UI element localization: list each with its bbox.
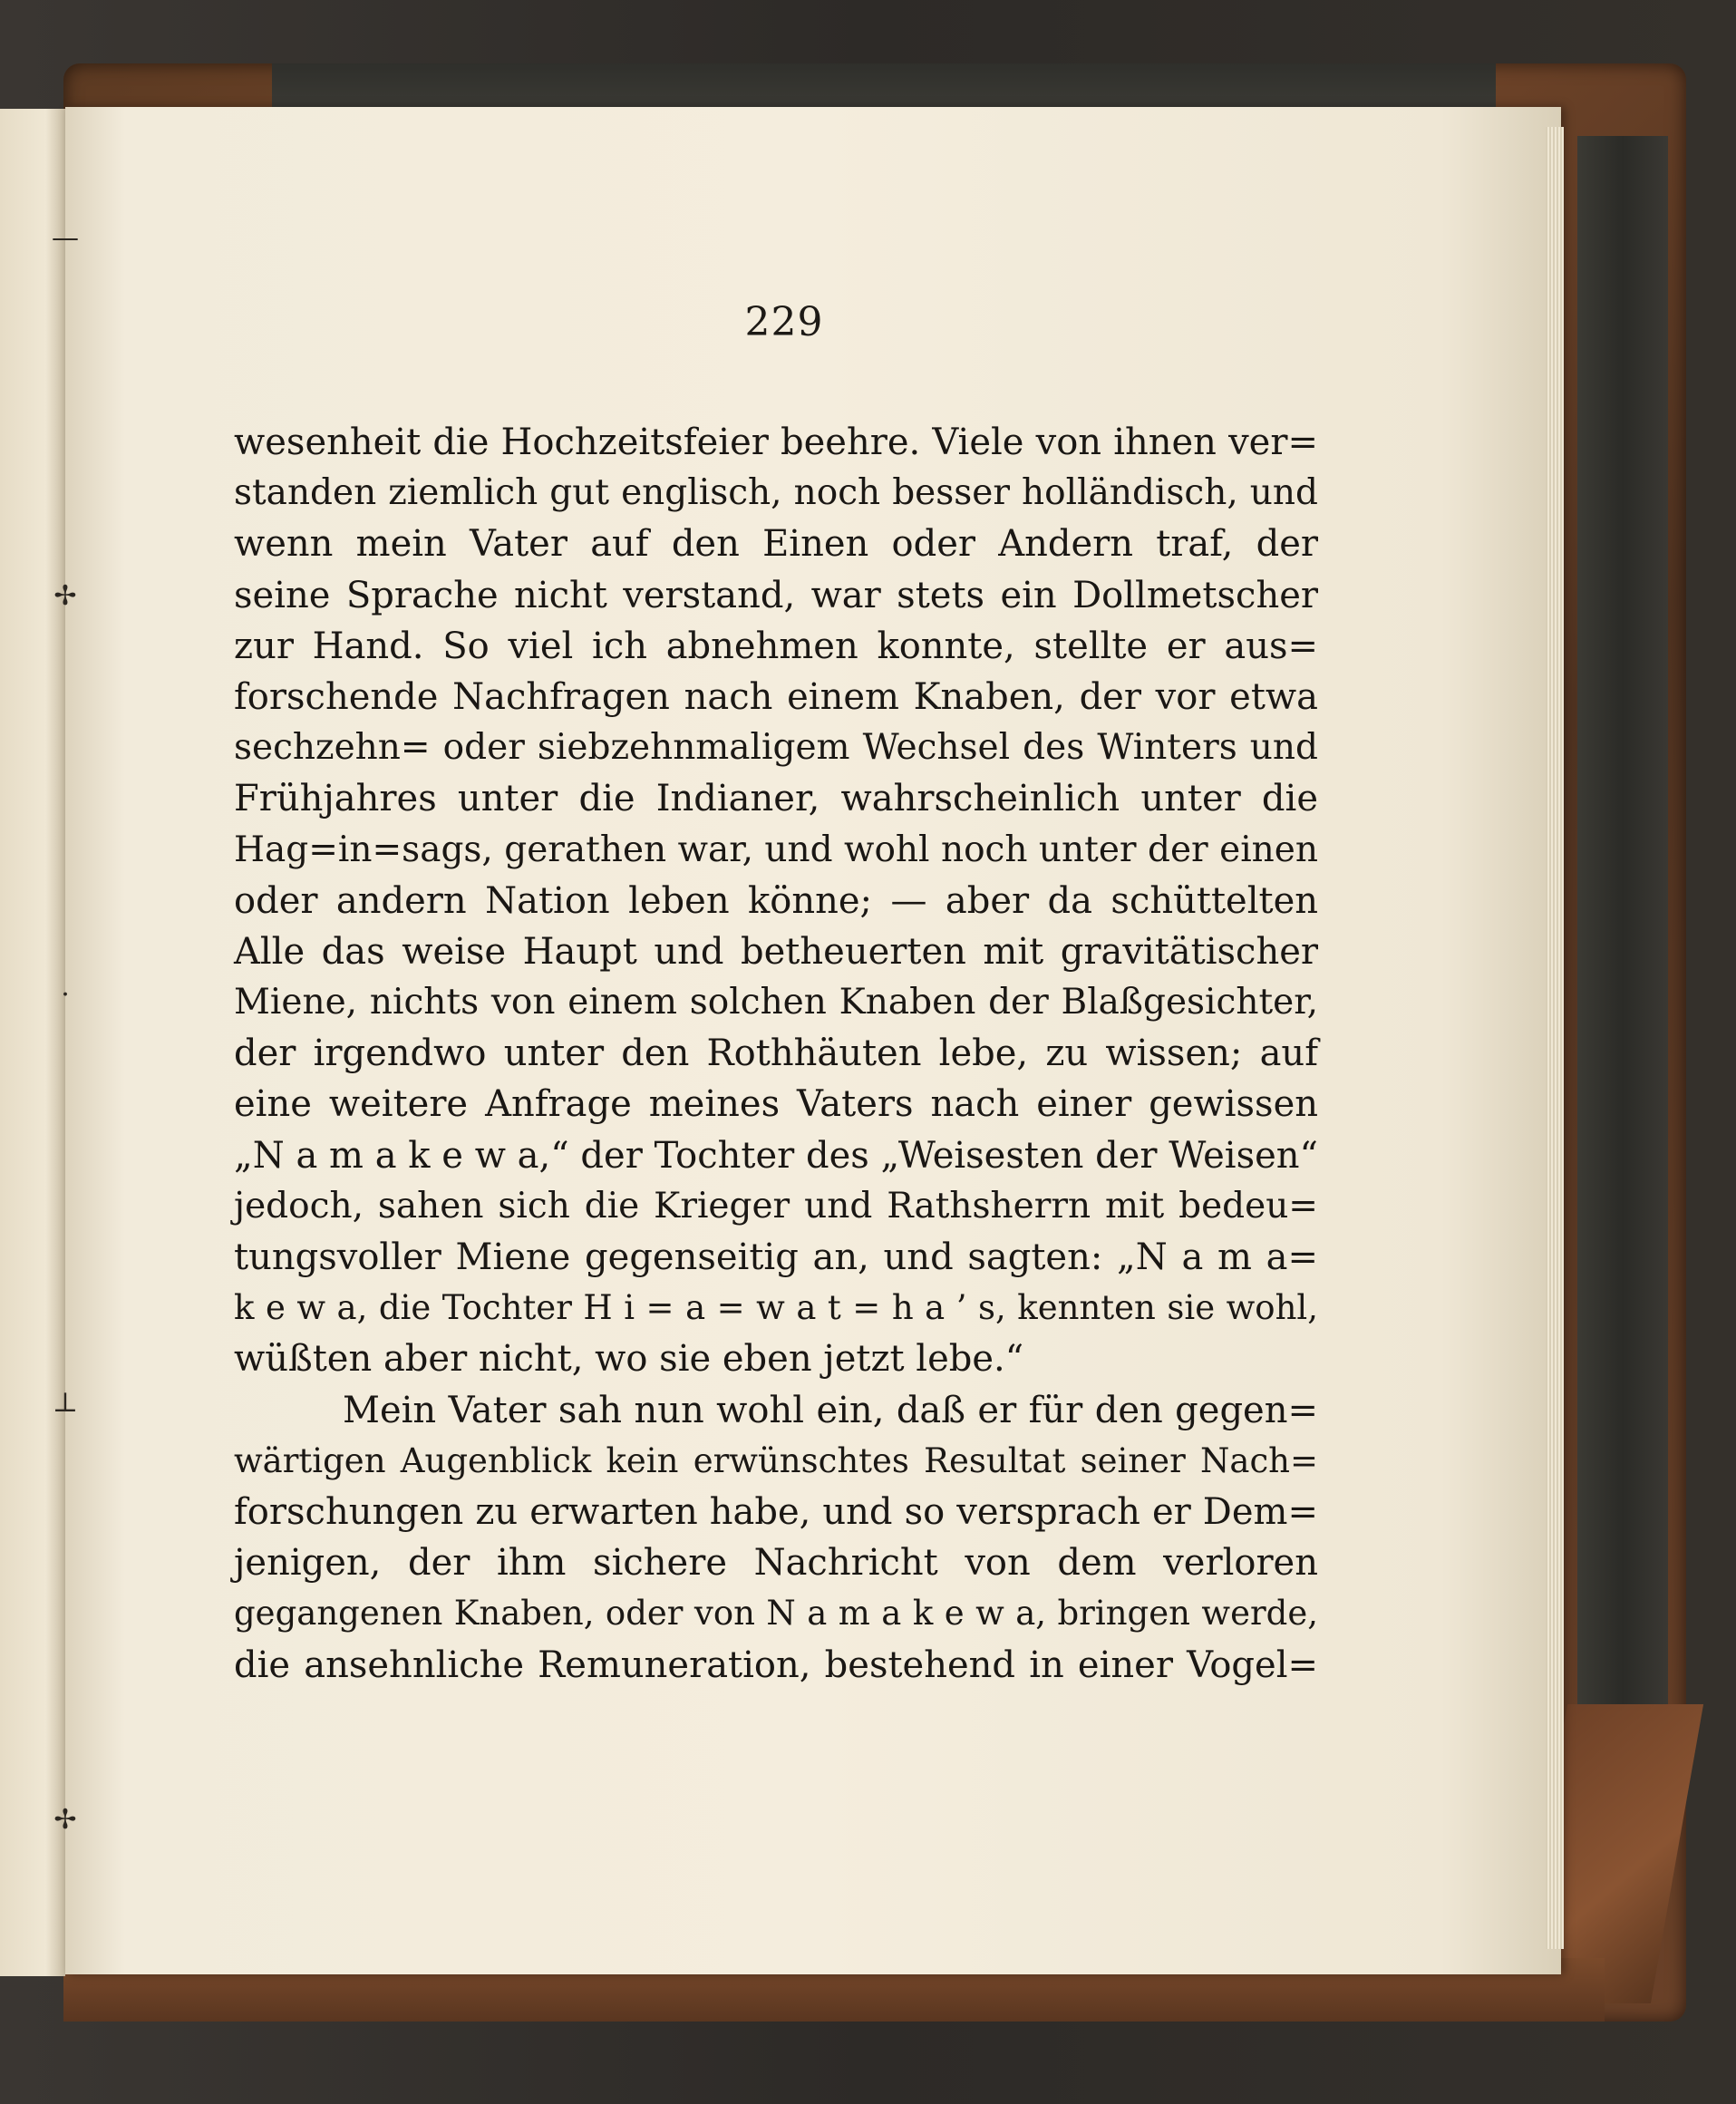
stitch-mark-icon: ✢: [53, 1804, 77, 1836]
text-line: zur Hand. So viel ich abnehmen konnte, stellte er aus=: [234, 625, 1318, 667]
stitch-mark-icon: —: [52, 222, 79, 254]
text-line: seine Sprache nicht verstand, war stets ein Dollmetscher: [234, 574, 1318, 616]
text-line: tungsvoller Miene gegenseitig an, und sagten: „N a m a=: [234, 1236, 1318, 1278]
text-line: „N a m a k e w a,“ der Tochter des „Weisesten der Weisen“: [234, 1134, 1318, 1177]
text-line: jenigen, der ihm sichere Nachricht von dem verloren: [234, 1542, 1318, 1585]
text-line: standen ziemlich gut englisch, noch besser holländisch, und: [234, 472, 1318, 514]
page-number: 229: [744, 299, 824, 345]
text-line: Frühjahres unter die Indianer, wahrscheinlich unter die: [234, 778, 1318, 820]
text-line: eine weitere Anfrage meines Vaters nach einer gewissen: [234, 1083, 1318, 1126]
text-line: wärtigen Augenblick kein erwünschtes Resultat seiner Nach=: [234, 1440, 1318, 1480]
stitch-mark-icon: ⊥: [52, 1387, 79, 1419]
text-line: forschende Nachfragen nach einem Knaben, der vor etwa: [234, 675, 1318, 718]
text-line: jedoch, sahen sich die Krieger und Rathsherrn mit bedeu=: [234, 1185, 1318, 1227]
facing-page-edge: [0, 109, 65, 1976]
text-line: wenn mein Vater auf den Einen oder Andern traf, der: [234, 523, 1318, 566]
cover-right-edge: [1577, 136, 1668, 1795]
text-line: sechzehn= oder siebzehnmaligem Wechsel des Winters und: [234, 727, 1318, 769]
page-stack-edge: [1546, 127, 1564, 1949]
text-line: die ansehnliche Remuneration, bestehend in einer Vogel=: [234, 1643, 1318, 1686]
body-text: [234, 417, 1318, 1691]
text-line: Hag=in=sags, gerathen war, und wohl noch unter der einen: [234, 829, 1318, 870]
text-line: wüßten aber nicht, wo sie eben jetzt lebe.“: [234, 1338, 1024, 1381]
stitch-mark-icon: ✢: [53, 580, 77, 612]
text-line: Alle das weise Haupt und betheuerten mit gravitätischer: [234, 930, 1318, 973]
text-line: gegangenen Knaben, oder von N a m a k e w a, bringen werde,: [234, 1594, 1318, 1634]
text-line: Mein Vater sah nun wohl ein, daß er für den gegen=: [343, 1389, 1318, 1431]
text-line: oder andern Nation leben könne; — aber da schüttelten: [234, 879, 1318, 922]
text-line: wesenheit die Hochzeitsfeier beehre. Viele von ihnen ver=: [234, 422, 1318, 463]
text-line: Miene, nichts von einem solchen Knaben der Blaßgesichter,: [234, 982, 1318, 1023]
text-line: der irgendwo unter den Rothhäuten lebe, zu wissen; auf: [234, 1033, 1318, 1075]
text-line: k e w a, die Tochter H i = a = w a t = h a ’ s, kennten sie wohl,: [234, 1288, 1318, 1328]
stitch-mark-icon: ·: [61, 979, 70, 1011]
text-line: forschungen zu erwarten habe, und so versprach er Dem=: [234, 1490, 1318, 1533]
